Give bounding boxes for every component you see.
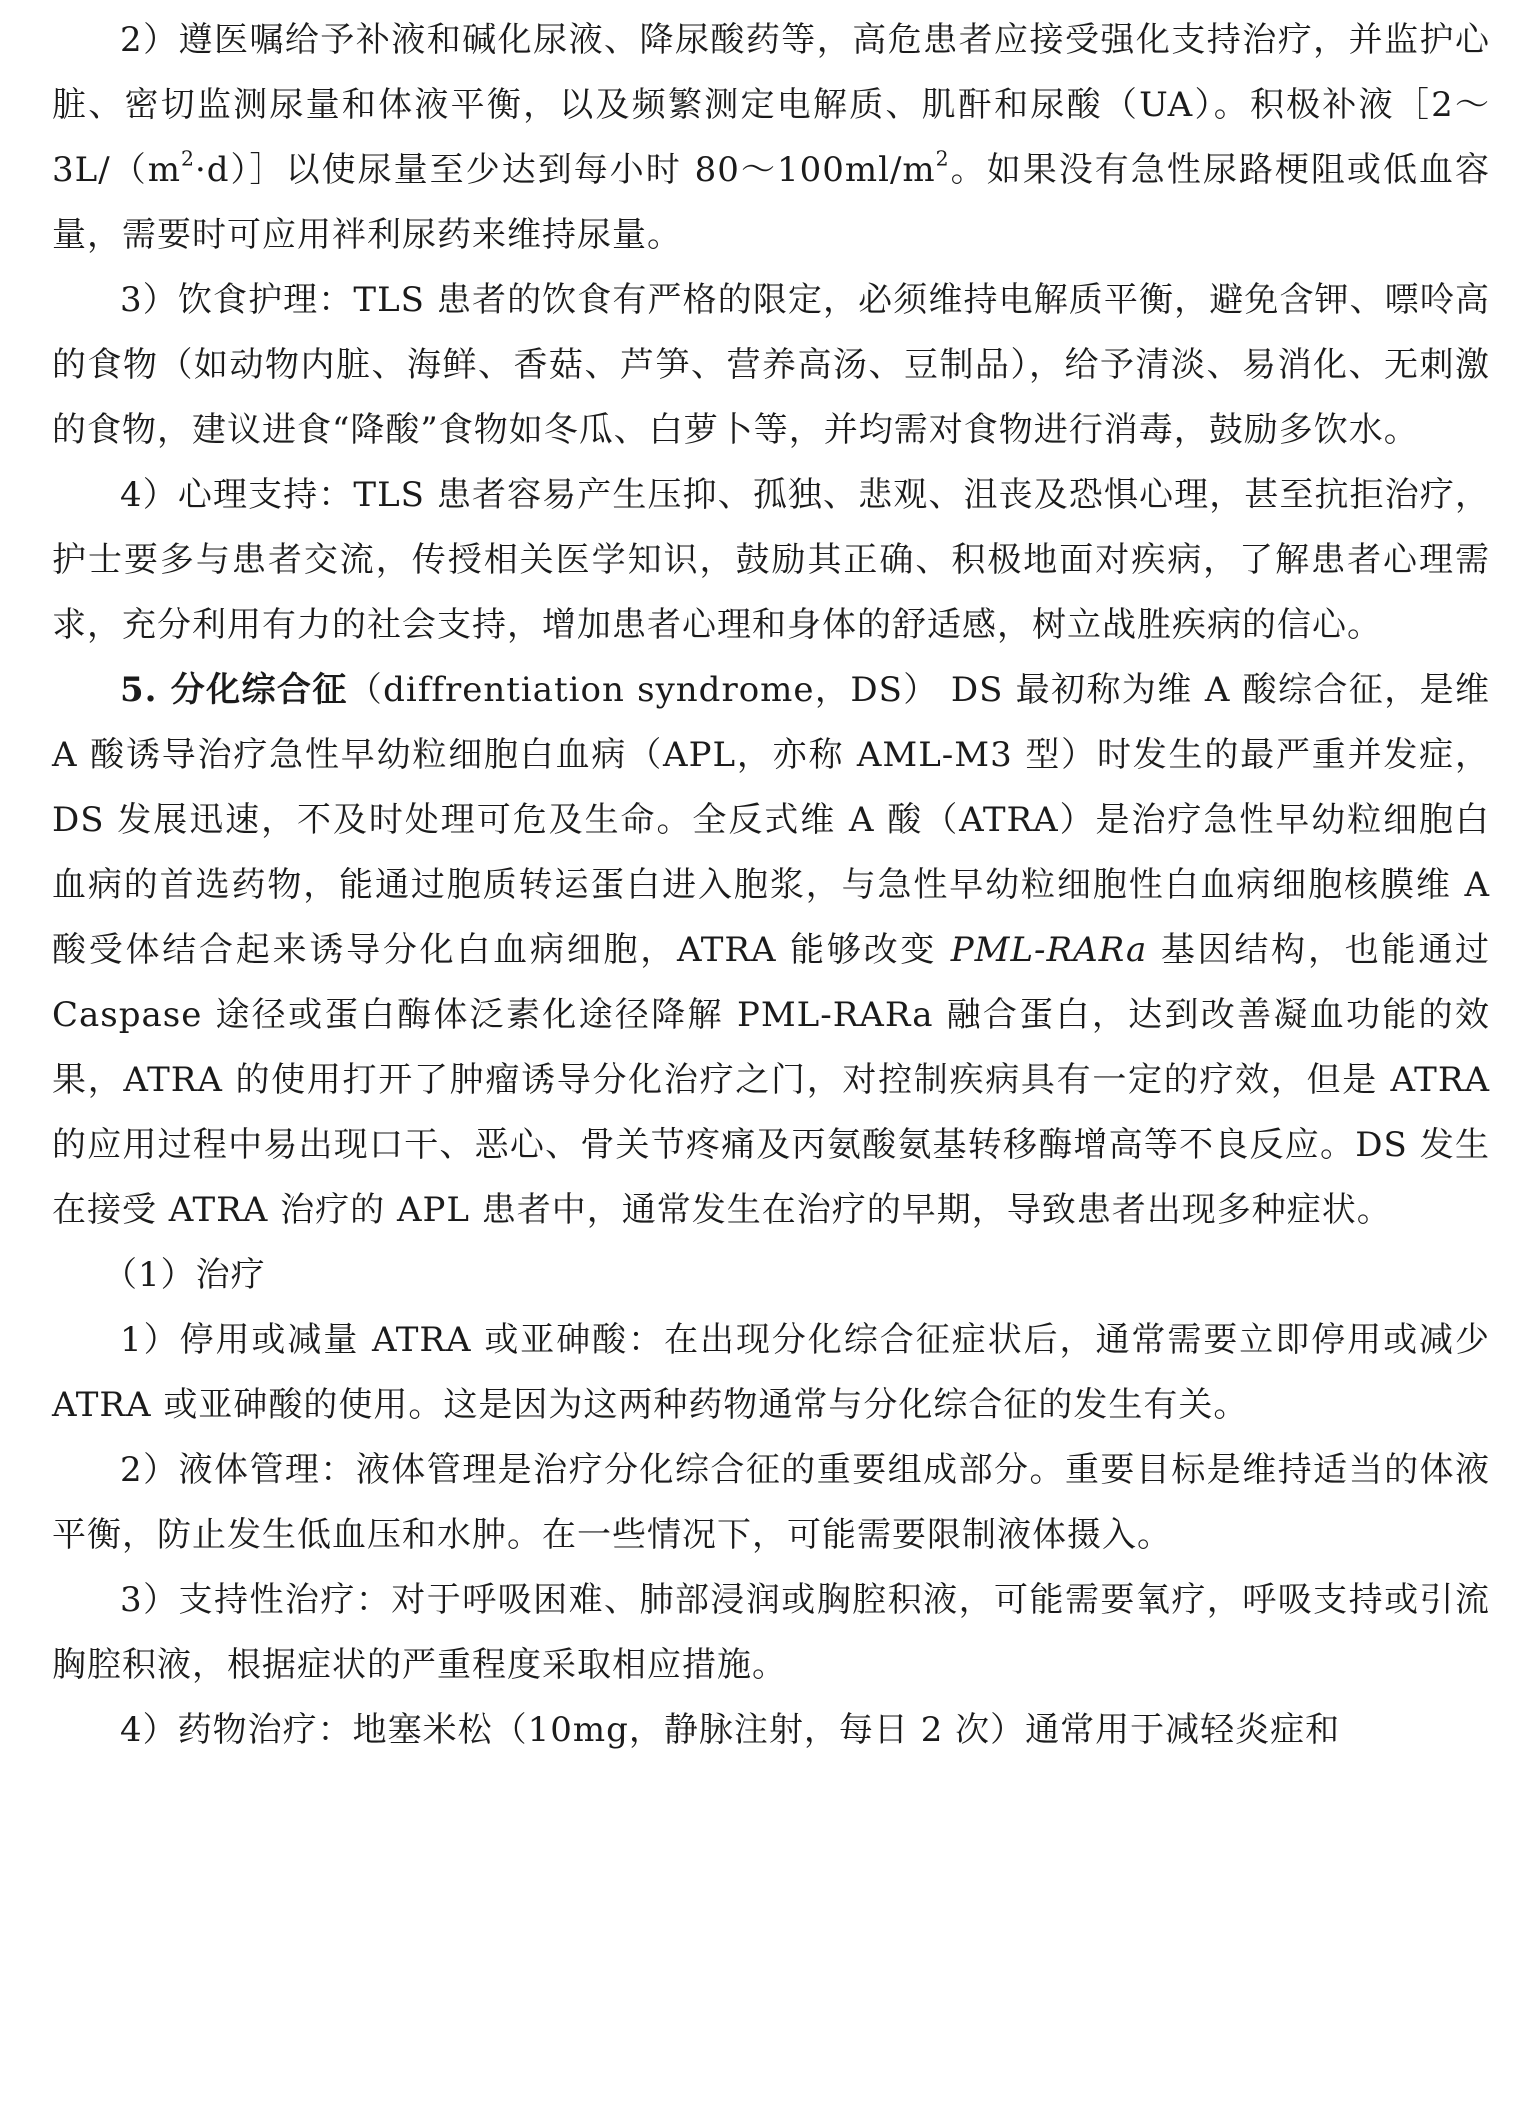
section-heading: 5. 分化综合征 (120, 670, 348, 710)
subsection-heading-treatment: （1）治疗 (103, 1255, 266, 1295)
paragraph-psychological-support: 4）心理支持：TLS 患者容易产生压抑、孤独、悲观、沮丧及恐惧心理，甚至抗拒治疗，护士要多与患者交流，传授相关医学知识，鼓励其正确、积极地面对疾病，了解患者心理需求，充分利用有力的社会支持，增加患者心理和身体的舒适感，树立战胜疾病的信心。 (52, 475, 1490, 645)
paragraph-text: 。如果没有急性尿路梗阻或低血容量，需要时可应用袢利尿药来维持尿量。 (52, 150, 1490, 255)
paragraph-differentiation-syndrome (52, 658, 1490, 1243)
paragraph-stop-atra: 1）停用或减量 ATRA 或亚砷酸：在出现分化综合征症状后，通常需要立即停用或减少 ATRA 或亚砷酸的使用。这是因为这两种药物通常与分化综合征的发生有关。 (52, 1320, 1490, 1425)
paragraph-fluid-therapy (52, 8, 1490, 268)
paragraph-text: ·d）］以使尿量至少达到每小时 80～100ml/m (194, 150, 936, 190)
superscript: 2 (180, 146, 195, 171)
paragraph-text: （diffrentiation syndrome，DS） DS 最初称为维 A 酸综合征，是维 A 酸诱导治疗急性早幼粒细胞白血病（APL，亦称 AML-M3 型）时发生的最严重并发症，DS 发展迅速，不及时处理可危及生命。全反式维 A 酸（ATRA）是治疗急性早幼粒细胞白血病的首选药物，能通过胞质转运蛋白进入胞浆，与急性早幼粒细胞性白血病细胞核膜维 A 酸受体结合起来诱导分化白血病细胞，ATRA 能够改变 (52, 670, 1490, 970)
paragraph-fluid-management: 2）液体管理：液体管理是治疗分化综合征的重要组成部分。重要目标是维持适当的体液平衡，防止发生低血压和水肿。在一些情况下，可能需要限制液体摄入。 (52, 1450, 1490, 1555)
paragraph-supportive-therapy: 3）支持性治疗：对于呼吸困难、肺部浸润或胸腔积液，可能需要氧疗，呼吸支持或引流胸腔积液，根据症状的严重程度采取相应措施。 (52, 1580, 1490, 1685)
paragraph-drug-therapy: 4）药物治疗：地塞米松（10mg，静脉注射，每日 2 次）通常用于减轻炎症和 (120, 1710, 1341, 1750)
paragraph-text: 基因结构，也能通过 Caspase 途径或蛋白酶体泛素化途径降解 PML-RARa 融合蛋白，达到改善凝血功能的效果，ATRA 的使用打开了肿瘤诱导分化治疗之门，对控制疾病具有一定的疗效，但是 ATRA 的应用过程中易出现口干、恶心、骨关节疼痛及丙氨酸氨基转移酶增高等不良反应。DS 发生在接受 ATRA 治疗的 APL 患者中，通常发生在治疗的早期，导致患者出现多种症状。 (52, 930, 1491, 1230)
paragraph-text: 2）遵医嘱给予补液和碱化尿液、降尿酸药等，高危患者应接受强化支持治疗，并监护心脏、密切监测尿量和体液平衡，以及频繁测定电解质、肌酐和尿酸（UA）。积极补液［2～3L/（m (52, 20, 1490, 190)
superscript: 2 (935, 146, 950, 171)
paragraph-diet-care: 3）饮食护理：TLS 患者的饮食有严格的限定，必须维持电解质平衡，避免含钾、嘌呤高的食物（如动物内脏、海鲜、香菇、芦笋、营养高汤、豆制品），给予清淡、易消化、无刺激的食物，建议进食“降酸”食物如冬瓜、白萝卜等，并均需对食物进行消毒，鼓励多饮水。 (52, 280, 1490, 450)
gene-term: PML-RARa (950, 930, 1148, 970)
